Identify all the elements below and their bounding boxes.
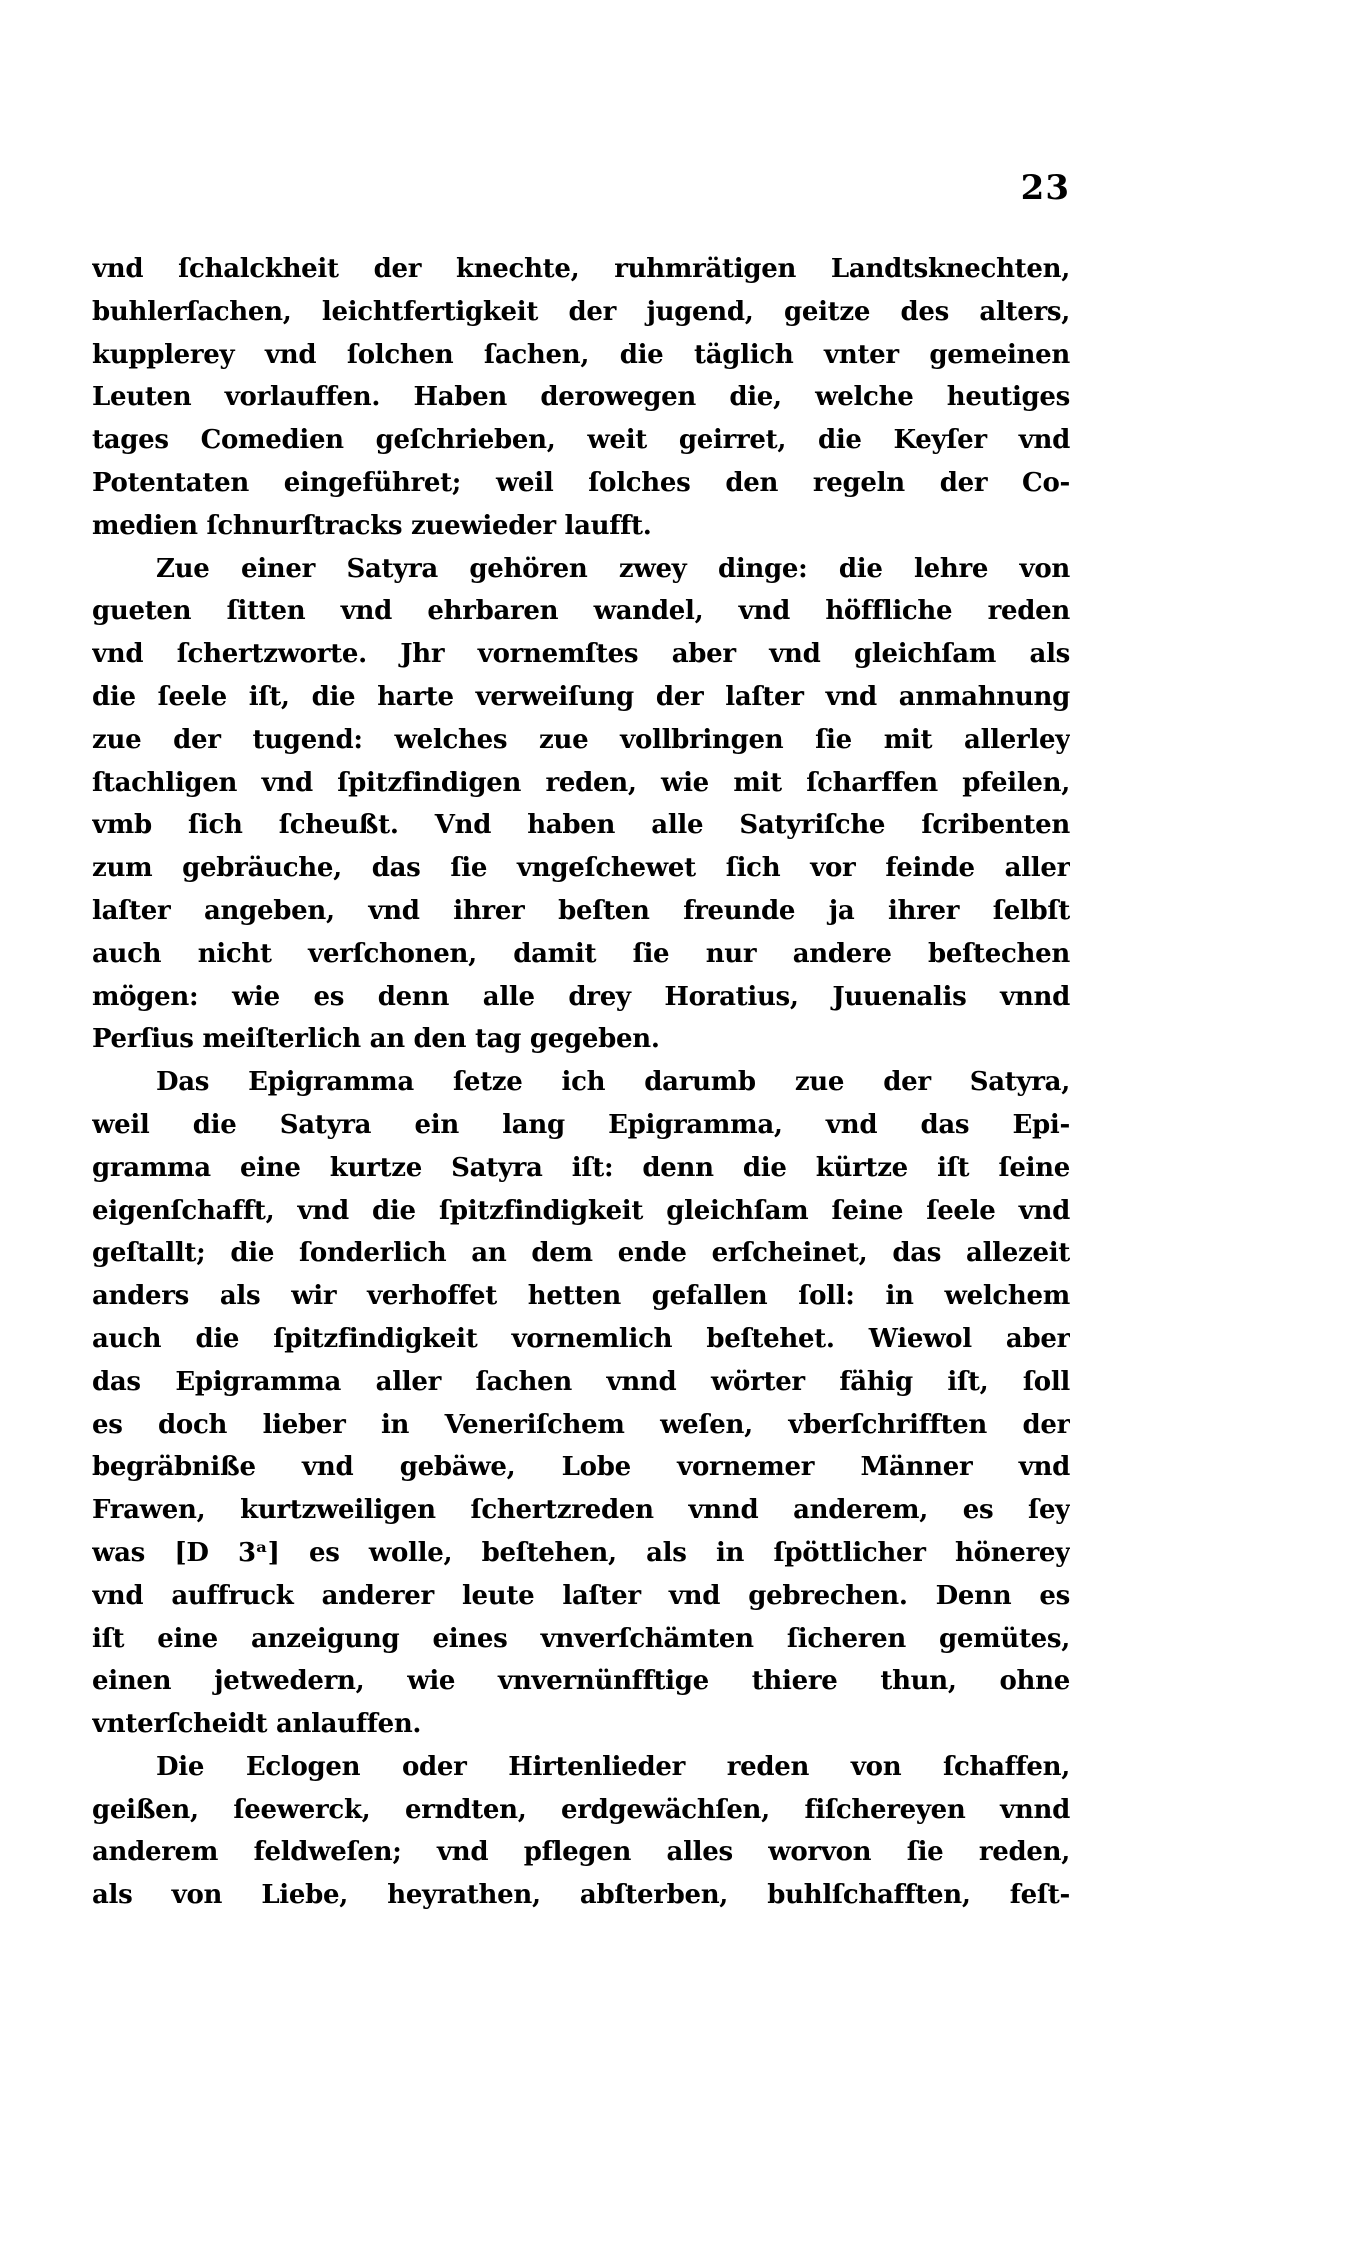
- text-line: geſtallt; die ſonderlich an dem ende erſcheinet, das allezeit: [92, 1238, 1070, 1269]
- text-line: vnd auffruck anderer leute laſter vnd gebrechen. Denn es: [92, 1580, 1070, 1611]
- text-line: weil die Satyra ein lang Epigramma, vnd das Epi-: [92, 1109, 1070, 1140]
- text-line: einen jetwedern, wie vnvernünfftige thiere thun, ohne: [92, 1666, 1070, 1697]
- text-block: [92, 248, 1070, 1917]
- text-line: kupplerey vnd ſolchen ſachen, die täglich vnter gemeinen: [92, 339, 1070, 370]
- text-line: zum gebräuche, das ſie vngeſchewet ſich vor feinde aller: [92, 853, 1070, 884]
- text-line: gramma eine kurtze Satyra iſt: denn die kürtze iſt ſeine: [92, 1152, 1070, 1183]
- text-line: als von Liebe, heyrathen, abſterben, buhlſchafften, feſt-: [92, 1880, 1070, 1911]
- text-line: die ſeele iſt, die harte verweiſung der laſter vnd anmahnung: [92, 681, 1070, 712]
- text-line: tages Comedien geſchrieben, weit geirret, die Keyſer vnd: [92, 425, 1070, 456]
- text-line: Frawen, kurtzweiligen ſchertzreden vnnd anderem, es ſey: [92, 1495, 1070, 1526]
- text-line: Potentaten eingeführet; weil ſolches den regeln der Co-: [92, 467, 1070, 498]
- page-number: 23: [1020, 168, 1070, 208]
- text-line: iſt eine anzeigung eines vnverſchämten ſicheren gemütes,: [92, 1623, 1070, 1654]
- text-line: anderem feldweſen; vnd pflegen alles worvon ſie reden,: [92, 1837, 1070, 1868]
- text-line: mögen: wie es denn alle drey Horatius, Juuenalis vnnd: [92, 981, 1070, 1012]
- text-line: vnd ſchertzworte. Jhr vornemſtes aber vnd gleichſam als: [92, 639, 1070, 670]
- text-line: anders als wir verhoffet hetten gefallen ſoll: in welchem: [92, 1281, 1070, 1312]
- text-line: laſter angeben, vnd ihrer beſten freunde ja ihrer ſelbſt: [92, 895, 1070, 926]
- text-line: vmb ſich ſcheußt. Vnd haben alle Satyriſche ſcribenten: [92, 810, 1070, 841]
- text-line: buhlerſachen, leichtfertigkeit der jugend, geitze des alters,: [92, 296, 1070, 327]
- text-line: vnd ſchalckheit der knechte, ruhmrätigen Landtsknechten,: [92, 254, 1070, 284]
- text-line: es doch lieber in Veneriſchem weſen, vberſchrifften der: [92, 1409, 1070, 1440]
- text-line: das Epigramma aller ſachen vnnd wörter fähig iſt, ſoll: [92, 1366, 1070, 1397]
- text-line: Leuten vorlauffen. Haben derowegen die, welche heutiges: [92, 382, 1070, 413]
- text-line: ſtachligen vnd ſpitzfindigen reden, wie mit ſcharffen pfeilen,: [92, 767, 1070, 798]
- text-line: zue der tugend: welches zue vollbringen ſie mit allerley: [92, 724, 1070, 755]
- text-line: medien ſchnurſtracks zuewieder laufft.: [92, 510, 652, 541]
- text-line: begräbniße vnd gebäwe, Lobe vornemer Männer vnd: [92, 1452, 1070, 1483]
- paragraph: [92, 248, 1070, 548]
- text-line: Perſius meiſterlich an den tag gegeben.: [92, 1024, 660, 1055]
- text-line: Zue einer Satyra gehören zwey dinge: die lehre von: [156, 553, 1070, 584]
- text-line: was [D 3ᵃ] es wolle, beſtehen, als in ſpöttlicher hönerey: [92, 1537, 1070, 1568]
- text-line: Die Eclogen oder Hirtenlieder reden von ſchaffen,: [156, 1751, 1070, 1782]
- text-line: gueten ſitten vnd ehrbaren wandel, vnd höffliche reden: [92, 596, 1070, 627]
- text-line: Das Epigramma ſetze ich darumb zue der Satyra,: [156, 1067, 1070, 1098]
- text-line: eigenſchafft, vnd die ſpitzfindigkeit gleichſam ſeine ſeele vnd: [92, 1195, 1070, 1226]
- text-line: geißen, ſeewerck, erndten, erdgewächſen, fiſchereyen vnnd: [92, 1794, 1070, 1825]
- paragraph: [92, 1061, 1070, 1746]
- paragraph: [92, 548, 1070, 1062]
- paragraph: [92, 1746, 1070, 1917]
- text-line: vnterſcheidt anlauffen.: [92, 1709, 422, 1740]
- text-line: auch nicht verſchonen, damit ſie nur andere beſtechen: [92, 938, 1070, 969]
- text-line: auch die ſpitzfindigkeit vornemlich beſtehet. Wiewol aber: [92, 1323, 1070, 1354]
